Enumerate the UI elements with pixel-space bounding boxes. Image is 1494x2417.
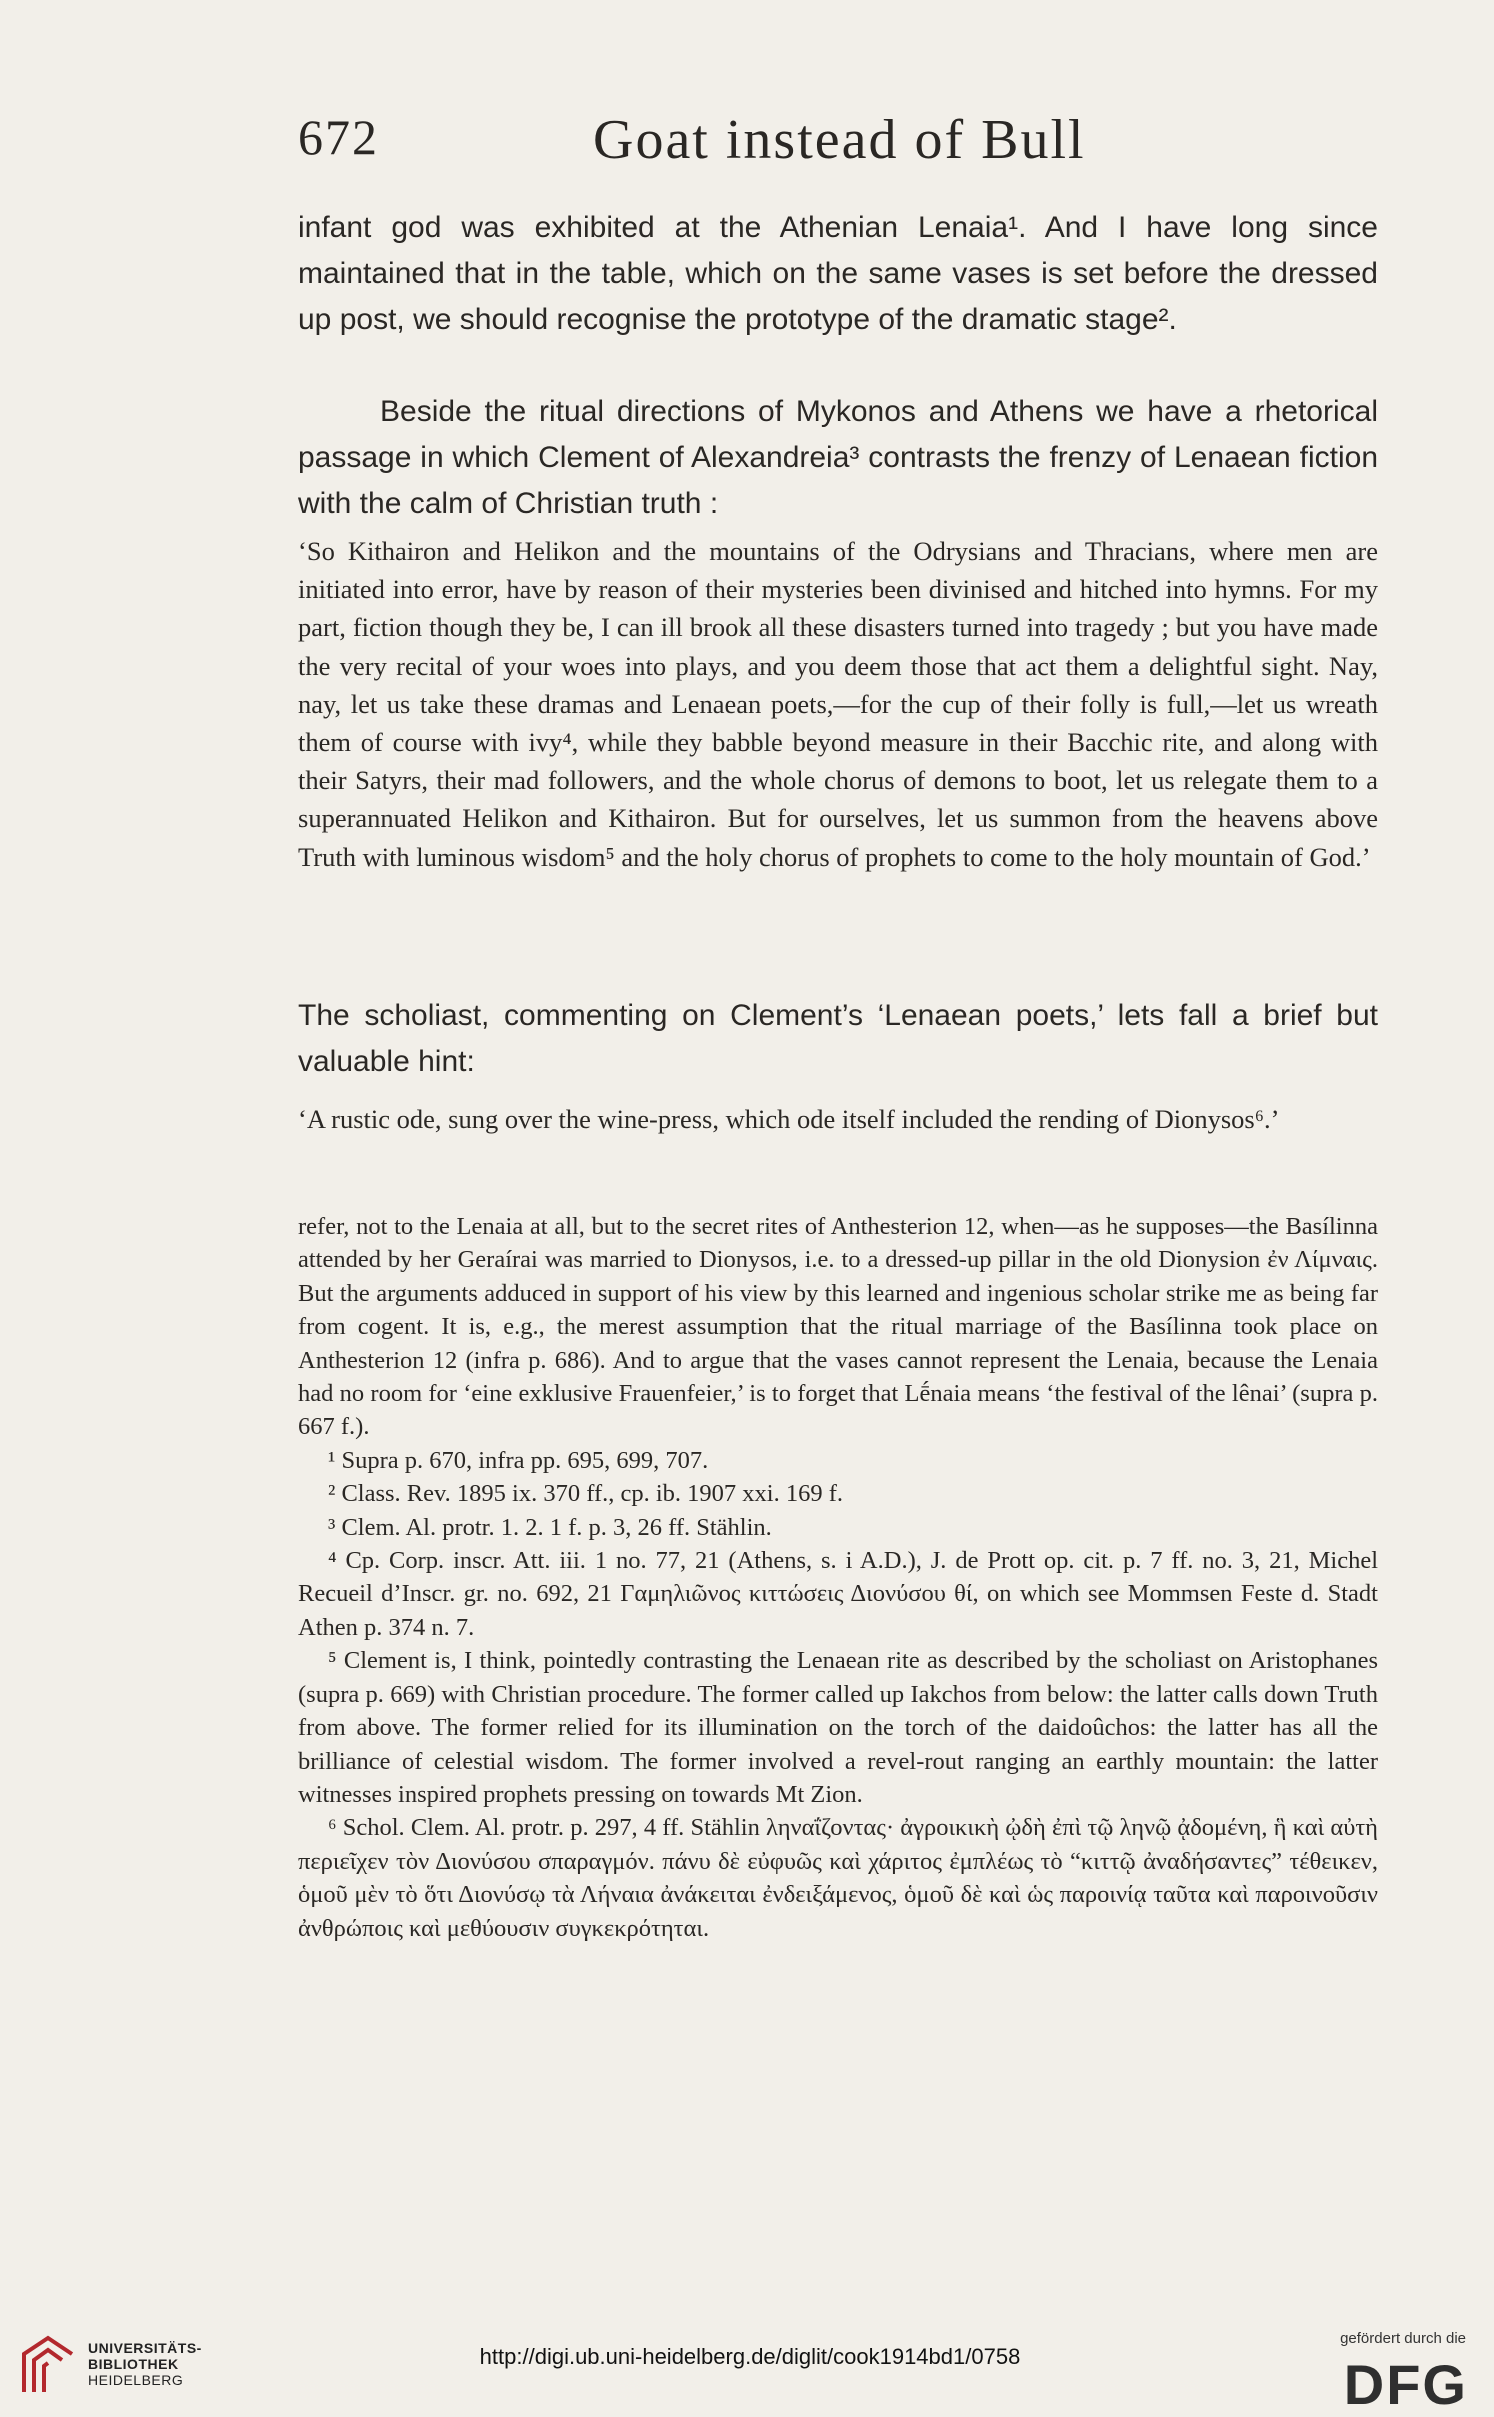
clement-quotation: ‘So Kithairon and Helikon and the mountains of the Odrysians and Thracians, where men are initiated into error, have by reason of their mysteries been divinised and hitched into hymns. For my part, fiction though they be, I can ill brook all these disasters turned into tragedy ; but you have made the very recital of your woes into plays, and you deem those that act them a delightful sight. Nay, nay, let us take these dramas and Lenaean poets,—for the cup of their folly is full,—let us wreath them of course with ivy⁴, while they babble beyond measure in their Bacchic rite, and along with their Satyrs, their mad followers, and the whole chorus of demons to boot, let us relegate them to a superannuated Helikon and Kithairon. But for ourselves, let us summon from the heavens above Truth with luminous wisdom⁵ and the holy chorus of prophets to come to the holy mountain of God.’ xyxy=(298,536,1378,872)
university-library-logo-icon xyxy=(18,2332,78,2398)
footnote-1: ¹ Supra p. 670, infra pp. 695, 699, 707. xyxy=(328,1446,709,1474)
page-title: Goat instead of Bull xyxy=(593,109,1086,171)
dfg-logo: DFG xyxy=(1343,2353,1468,2416)
paragraph-3: The scholiast, commenting on Clement’s ‘Lenaean poets,’ lets fall a brief but valuable hint: xyxy=(298,999,1378,1078)
library-name-line-1: UNIVERSITÄTS- xyxy=(88,2340,202,2356)
paragraph-1: infant god was exhibited at the Athenian Lenaia¹. And I have long since maintained that in the table, which on the same vases is set before the dressed up post, we should recognise the prototype of the dramatic stage². xyxy=(298,211,1378,336)
library-name-line-2: BIBLIOTHEK xyxy=(88,2356,179,2372)
permalink-url[interactable]: http://digi.ub.uni-heidelberg.de/diglit/cook1914bd1/0758 xyxy=(479,2344,1021,2369)
footnote-3: ³ Clem. Al. protr. 1. 2. 1 f. p. 3, 26 ff. Stählin. xyxy=(328,1513,772,1541)
footnote-continuation: refer, not to the Lenaia at all, but to the secret rites of Anthesterion 12, when—as he supposes—the Basílinna attended by her Geraírai was married to Dionysos, i.e. to a dressed-up pillar in the old Dionysion ἐν Λίμναις. But the arguments adduced in support of his view by this learned and ingenious scholar strike me as being far from cogent. It is, e.g., the merest assumption that the ritual marriage of the Basílinna took place on Anthesterion 12 (infra p. 686). And to argue that the vases cannot represent the Lenaia, because the Lenaia had no room for ‘eine exklusive Frauenfeier,’ is to forget that Lḗnaia means ‘the festival of the lênai’ (supra p. 667 f.). xyxy=(298,1213,1378,1441)
paragraph-2: Beside the ritual directions of Mykonos and Athens we have a rhetorical passage in which Clement of Alexandreia³ contrasts the frenzy of Lenaean fiction with the calm of Christian truth : xyxy=(298,395,1378,520)
scholiast-quotation: ‘A rustic ode, sung over the wine-press, which ode itself included the rending of Dionysos⁶.’ xyxy=(298,1104,1280,1134)
footnote-4: ⁴ Cp. Corp. inscr. Att. iii. 1 no. 77, 21 (Athens, s. i A.D.), J. de Prott op. cit. p. 7 ff. no. 3, 21, Michel Recueil d’Inscr. gr. no. 692, 21 Γαμηλιῶνος κιττώσεις Διονύσου θί, on which see Mommsen Feste d. Stadt Athen p. 374 n. 7. xyxy=(298,1547,1378,1641)
library-name xyxy=(88,2340,202,2388)
footnote-2: ² Class. Rev. 1895 ix. 370 ff., cp. ib. 1907 xxi. 169 f. xyxy=(328,1480,844,1508)
footnote-area xyxy=(298,1210,1378,1945)
footer-bar xyxy=(0,2310,1494,2417)
footnote-6: ⁶ Schol. Clem. Al. protr. p. 297, 4 ff. Stählin ληναΐζοντας· ἀγροικικὴ ᾠδὴ ἐπὶ τῷ ληνῷ ᾀδομένη, ἣ καὶ αὐτὴ περιεῖχεν τὸν Διονύσου σπαραγμόν. πάνυ δὲ εὐφυῶς καὶ χάριτος ἐμπλέως τὸ “κιττῷ ἀναδήσαντες” τέθεικεν, ὁμοῦ μὲν τὸ ὅτι Διονύσῳ τὰ Λήναια ἀνάκειται ἐνδειξάμενος, ὁμοῦ δὲ καὶ ὡς παροινίᾳ ταῦτα καὶ παροινοῦσιν ἀνθρώποις καὶ μεθύουσιν συγκεκρότηται. xyxy=(298,1814,1378,1942)
page-number: 672 xyxy=(298,109,379,165)
funding-label: gefördert durch die xyxy=(1340,2330,1466,2347)
footnote-5: ⁵ Clement is, I think, pointedly contrasting the Lenaean rite as described by the scholiast on Aristophanes (supra p. 669) with Christian procedure. The former called up Iakchos from below: the latter calls down Truth from above. The former relied for its illumination on the torch of the daidoûchos: the latter has all the brilliance of celestial wisdom. The former involved a revel-rout ranging an earthly mountain: the latter witnesses inspired prophets pressing on towards Mt Zion. xyxy=(298,1647,1378,1808)
running-head xyxy=(298,108,1378,178)
library-name-line-3: HEIDELBERG xyxy=(88,2372,184,2388)
